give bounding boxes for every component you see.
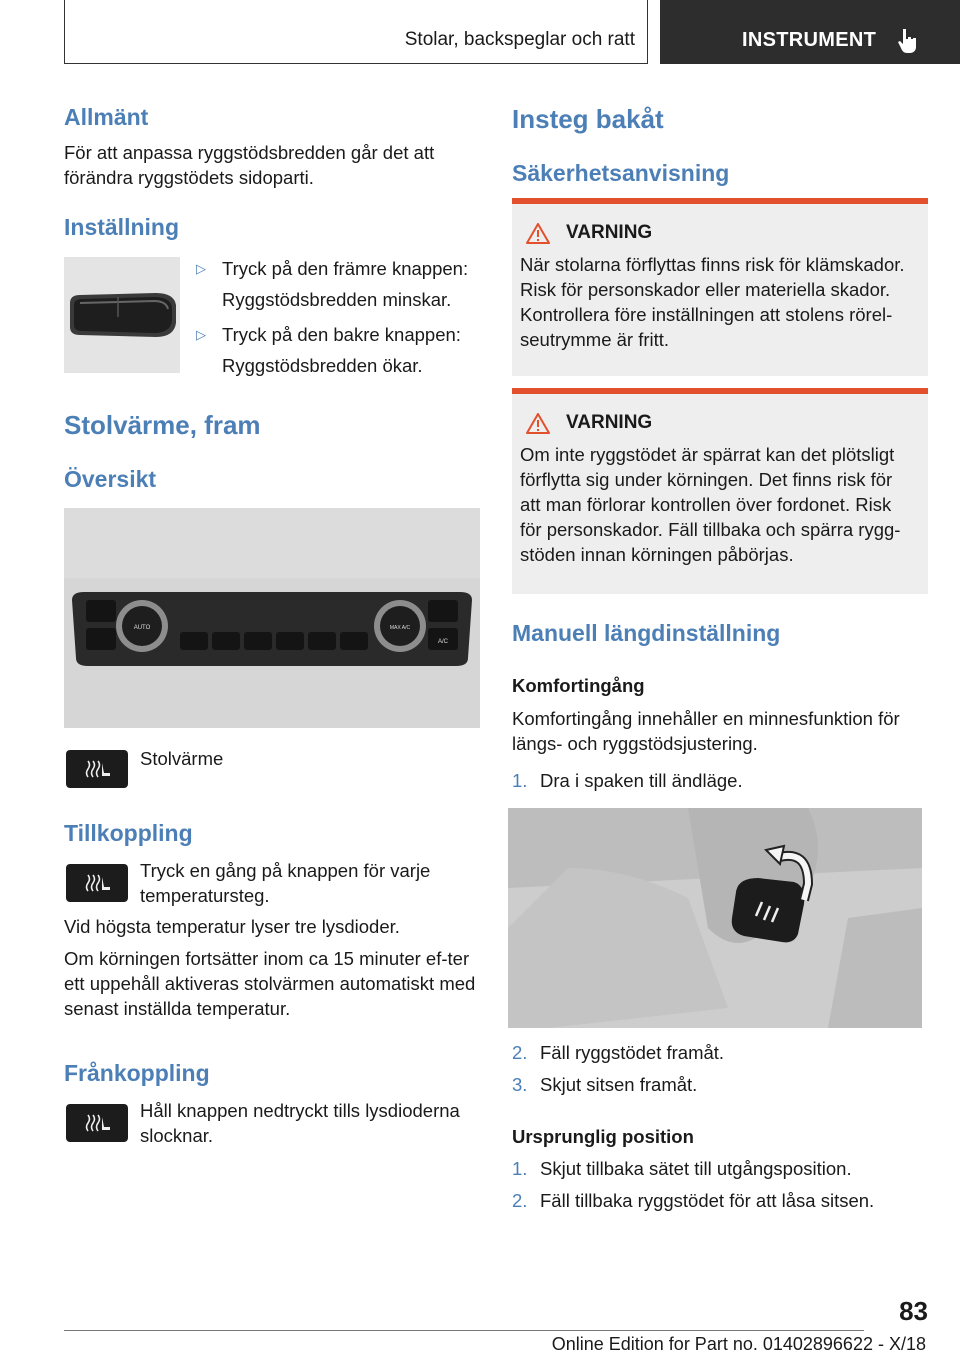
header-section-title: Stolar, backspeglar och ratt [404, 29, 635, 50]
installning-heading: Inställning [64, 214, 179, 240]
list-item: ▷ Tryck på den bakre knappen: [192, 319, 482, 350]
max-ac-label: MAX A/C [389, 625, 411, 631]
warning-title: VARNING [520, 412, 916, 434]
list-item: 1. Dra i spaken till ändläge. [512, 770, 743, 791]
footer-divider [64, 1330, 864, 1331]
komfort-text: Komfortingång innehåller en minnesfunktion för längs- och ryggstödsjustering. [512, 708, 900, 754]
stolvarme-heading: Stolvärme, fram [64, 410, 261, 440]
installning-list [192, 253, 482, 385]
triangle-bullet-icon: ▷ [196, 327, 206, 342]
seat-lever-image [508, 808, 922, 1028]
seat-heating-button-image [66, 1104, 128, 1142]
frankoppling-heading: Frånkoppling [64, 1060, 210, 1086]
tillkoppling-heading: Tillkoppling [64, 820, 193, 846]
tillkoppling-icon-text: Tryck en gång på knappen för varje temperatursteg. [140, 860, 431, 906]
ac-label: A/C [437, 639, 449, 645]
seat-heating-button-image [66, 750, 128, 788]
warning-triangle-icon [526, 223, 550, 244]
list-item: 2. Fäll ryggstödet framåt. [512, 1042, 725, 1063]
tillkoppling-p1: Vid högsta temperatur lyser tre lysdioder. [64, 916, 400, 937]
warning-box [512, 388, 928, 594]
ursprunglig-list [512, 1156, 928, 1213]
komfort-heading: Komfortingång [512, 675, 645, 696]
list-item-result: Ryggstödsbredden minskar. [222, 289, 452, 310]
seat-heating-icon [82, 871, 112, 895]
footer-edition: Online Edition for Part no. 01402896622 - X/18 [551, 1334, 926, 1354]
list-item-result: Ryggstödsbredden ökar. [222, 355, 423, 376]
insteg-heading: Insteg bakåt [512, 104, 664, 134]
header-chapter-tab [660, 0, 960, 64]
list-item: ▷ Tryck på den främre knappen: [192, 253, 482, 284]
warning-triangle-icon [526, 413, 550, 434]
warning-box [512, 198, 928, 376]
list-item: 1. Skjut tillbaka sätet till utgångsposition. [512, 1158, 852, 1179]
warning-text: När stolarna förflyttas finns risk för klämskador. Risk för personskador eller materiella skador. Kontrollera före inställningen att stolens rörel-seutrymme är fritt. [520, 254, 905, 350]
tillkoppling-p2: Om körningen fortsätter inom ca 15 minuter ef-ter ett uppehåll aktiveras stolvärmen automatiskt med senast inställda temperatur. [64, 948, 476, 1019]
page-number: 83 [899, 1296, 928, 1326]
seat-heating-icon [82, 757, 112, 781]
auto-label: AUTO [133, 625, 151, 631]
warning-title: VARNING [520, 222, 916, 244]
sakerhet-heading: Säkerhetsanvisning [512, 160, 730, 186]
manuell-heading: Manuell längdinställning [512, 620, 781, 646]
allmant-text: För att anpassa ryggstödsbredden går det att förändra ryggstödets sidoparti. [64, 142, 435, 188]
list-item: 2. Fäll tillbaka ryggstödet för att låsa sitsen. [512, 1190, 875, 1211]
seat-heating-caption: Stolvärme [140, 748, 224, 769]
seat-heating-button-image [66, 864, 128, 902]
steps-list-a [512, 768, 928, 793]
ursprunglig-heading: Ursprunglig position [512, 1126, 694, 1147]
list-item: 3. Skjut sitsen framåt. [512, 1074, 698, 1095]
steps-list-b [512, 1040, 928, 1097]
seat-heating-icon [82, 1111, 112, 1135]
backrest-width-switch-image [64, 257, 180, 373]
header-section-tab [64, 0, 648, 64]
hand-pointer-icon [896, 28, 920, 54]
header-chapter-title: INSTRUMENT [742, 29, 877, 51]
allmant-heading: Allmänt [64, 104, 149, 130]
frankoppling-icon-text: Håll knappen nedtryckt tills lysdioderna slocknar. [140, 1100, 460, 1146]
climate-panel-image [64, 508, 480, 728]
triangle-bullet-icon: ▷ [196, 261, 206, 276]
oversikt-heading: Översikt [64, 466, 157, 492]
warning-text: Om inte ryggstödet är spärrat kan det plötsligt förflytta sig under körningen. Det finns risk för att man förlorar kontrollen över fordonet. Risk för personskador. Fäll tillbaka och spärra rygg-stöden innan körningen påbörjas. [520, 444, 901, 565]
